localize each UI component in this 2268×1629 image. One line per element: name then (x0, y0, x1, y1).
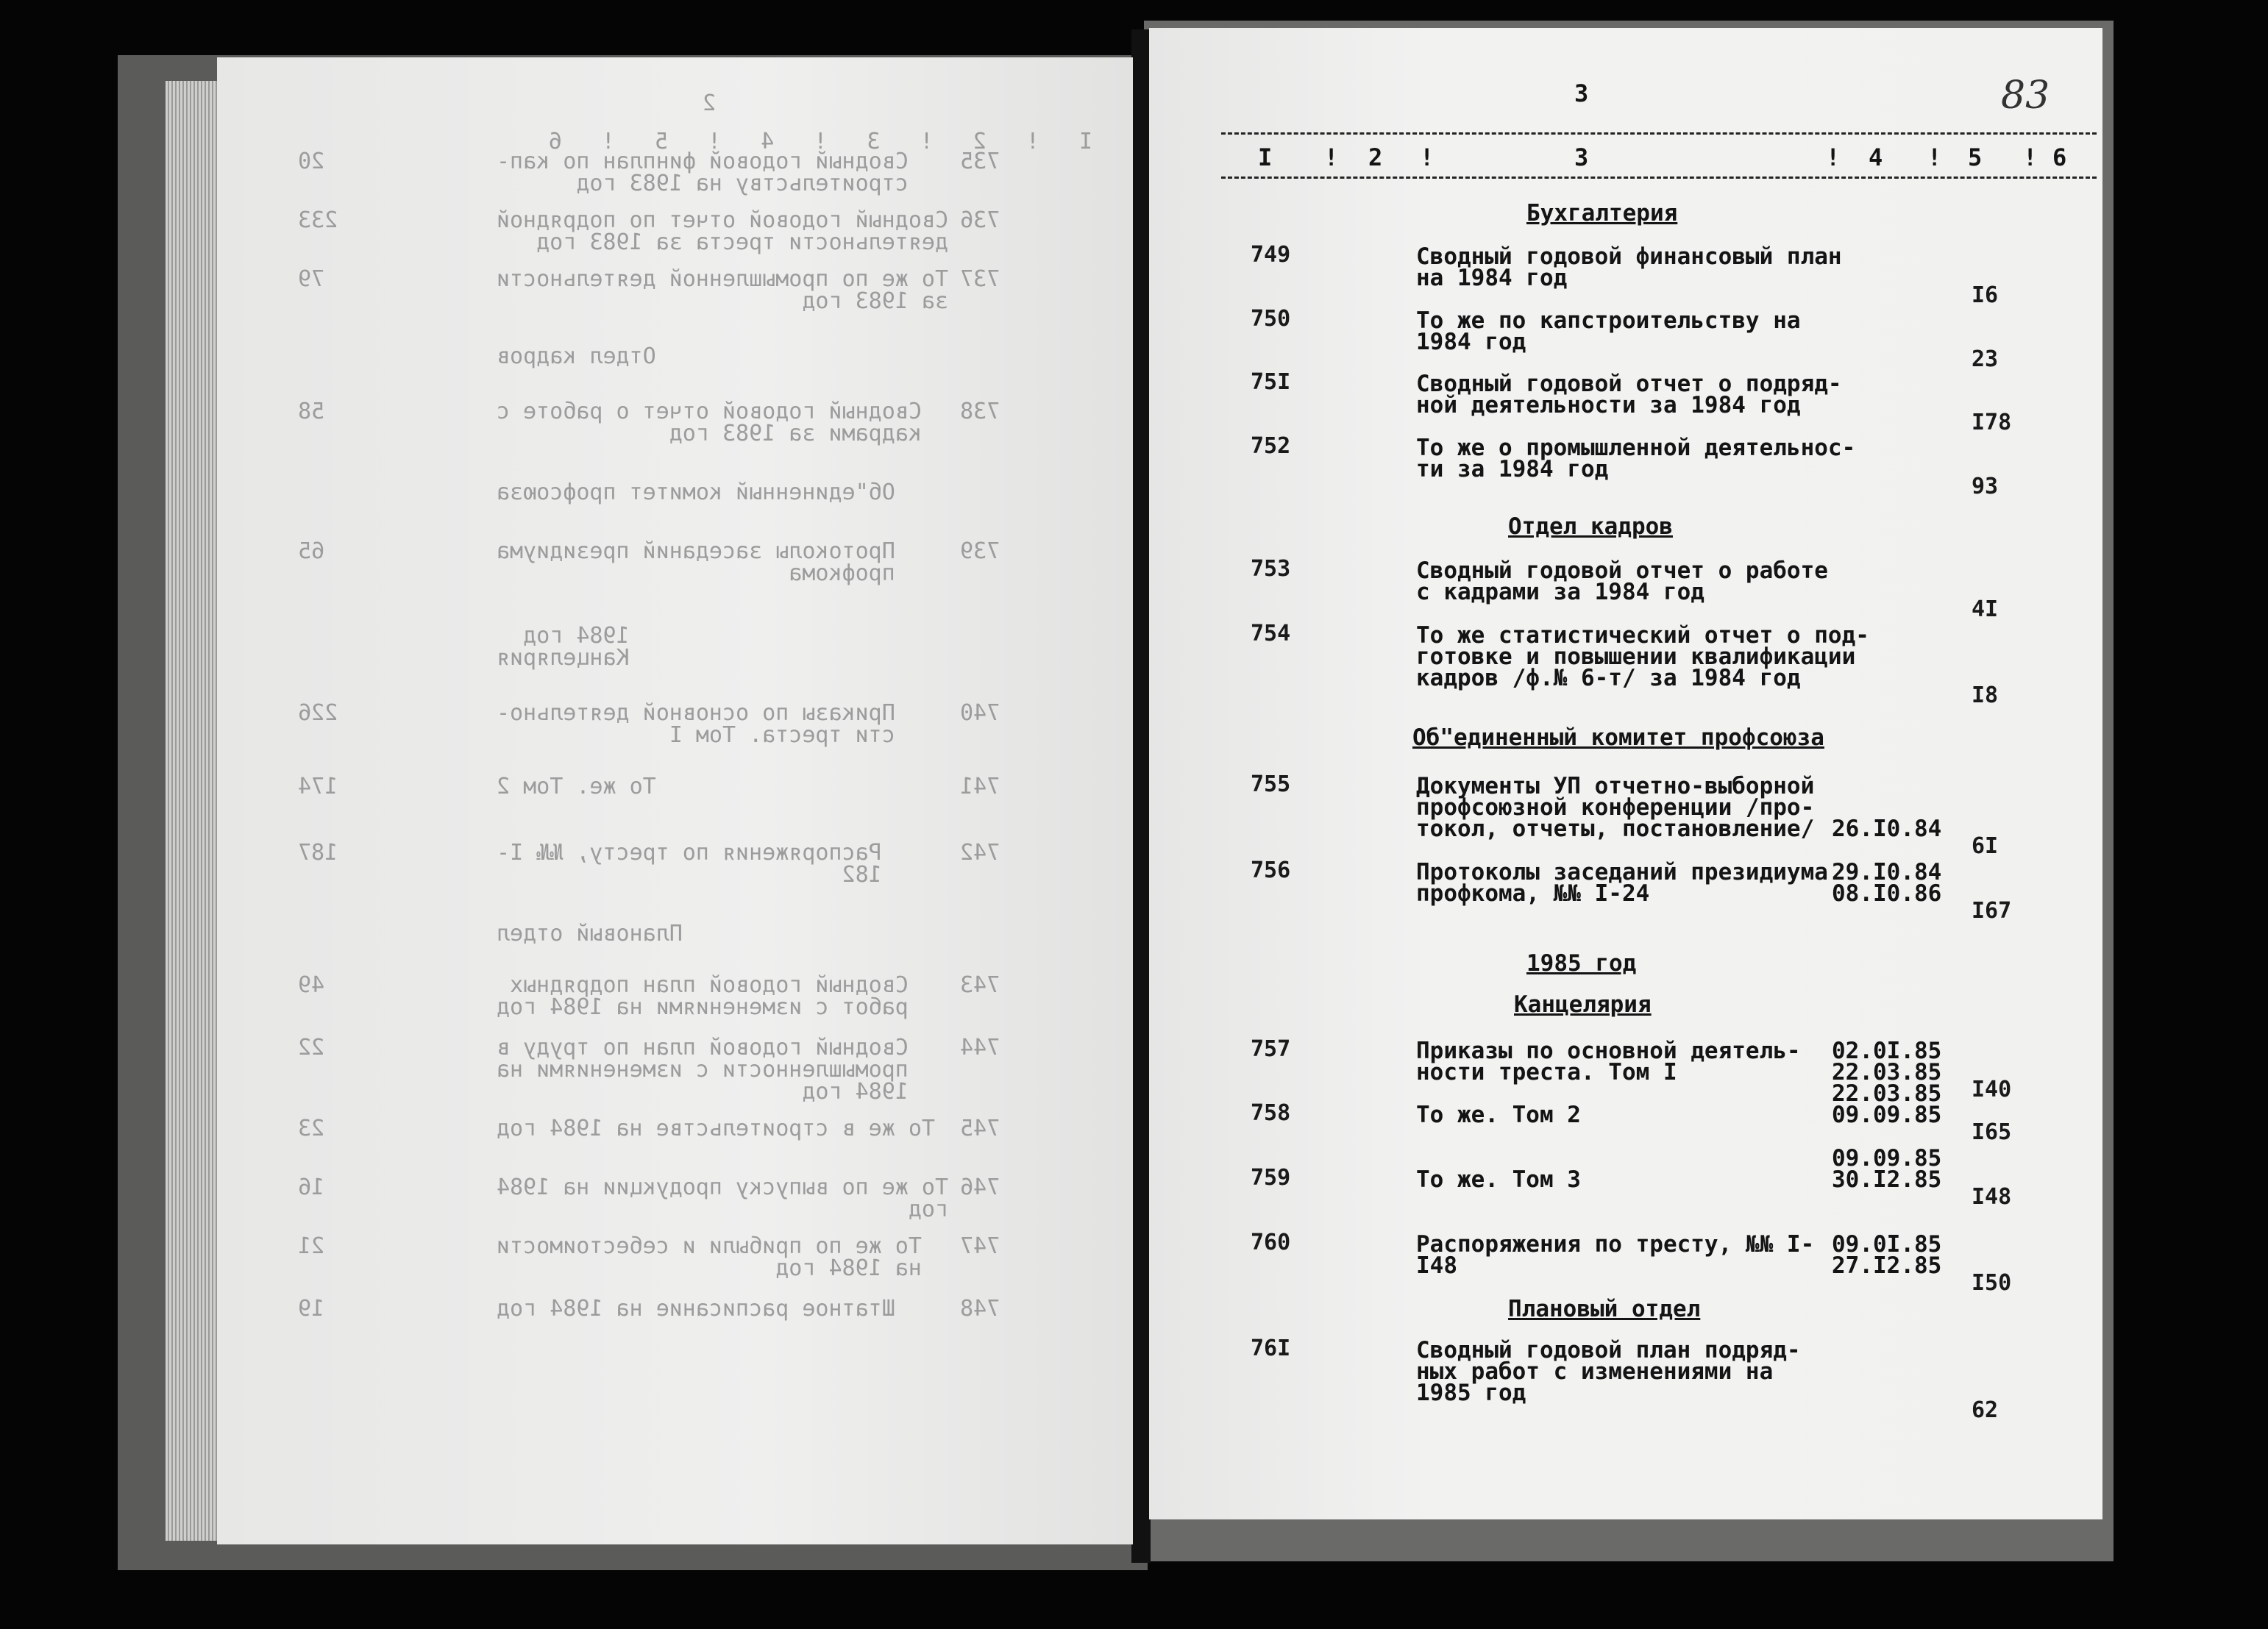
item-title: Документы УП отчетно-выборной профсоюзной конференции /про- токол, отчеты, постановление/ (1416, 773, 1815, 842)
col-3-label: 3 (1574, 143, 1589, 171)
left-item-count: 16 (298, 1174, 325, 1200)
item-number: 757 (1251, 1036, 1291, 1062)
left-item-number: 745 (960, 1116, 1000, 1141)
item-title: Сводный годовой отчет о работе с кадрами за 1984 год (1416, 557, 1828, 605)
left-item-count: 21 (298, 1233, 325, 1259)
left-item-count: 187 (298, 840, 338, 866)
col-5-label: 5 (1968, 143, 1983, 171)
left-item-title: Распоряжения по тресту, №№ I- 182 (497, 840, 882, 888)
item-count: I65 (1972, 1119, 2012, 1145)
left-item-title: Об"единенный комитет профсоюза (497, 480, 895, 505)
left-item-title: Плановый отдел (497, 921, 683, 947)
item-title: Приказы по основной деятель- ности треста. Том I (1416, 1038, 1801, 1086)
item-number: 755 (1251, 771, 1291, 797)
item-title: Сводный годовой отчет о подряд- ной деятельности за 1984 год (1416, 371, 1842, 418)
page-number: 3 (1574, 79, 1589, 107)
column-header (1221, 143, 2097, 173)
col-sep: ! (1927, 143, 1942, 171)
left-item-count: 20 (298, 149, 325, 174)
section-heading: Отдел кадров (1508, 513, 1673, 540)
left-item-title: То же по промышленной деятельности за 1983 год (497, 266, 949, 314)
col-sep: ! (1826, 143, 1841, 171)
item-number: 749 (1251, 242, 1291, 268)
left-item-number: 737 (960, 266, 1000, 292)
item-count: 6I (1972, 833, 1999, 859)
left-item-count: 79 (298, 266, 325, 292)
left-item-number: 747 (960, 1233, 1000, 1259)
section-heading: Плановый отдел (1508, 1296, 1701, 1322)
item-count: 62 (1972, 1397, 1999, 1423)
item-title: Распоряжения по тресту, №№ I- I48 (1416, 1231, 1815, 1279)
left-item-title: Протоколы заседаний президиума профкома (497, 538, 895, 586)
item-title: То же. Том 2 (1416, 1102, 1581, 1128)
left-item-number: 743 (960, 972, 1000, 998)
left-item-count: 22 (298, 1035, 325, 1061)
left-item-title: Сводный годовой отчет по подрядной деятельности треста за 1983 год (497, 207, 949, 255)
item-count: I67 (1972, 898, 2012, 924)
col-1-label: I (1258, 143, 1273, 171)
left-item-count: 23 (298, 1116, 325, 1141)
item-number: 758 (1251, 1100, 1291, 1126)
item-title: Протоколы заседаний президиума профкома, №№ I-24 (1416, 859, 1828, 907)
item-number: 75I (1251, 369, 1291, 395)
item-number: 756 (1251, 858, 1291, 883)
left-item-count: 19 (298, 1296, 325, 1322)
item-title: Сводный годовой финансовый план на 1984 год (1416, 243, 1842, 291)
left-item-number: 739 (960, 538, 1000, 564)
item-number: 760 (1251, 1230, 1291, 1255)
page-edges (166, 81, 224, 1541)
left-item-title: То же. Том 2 (497, 774, 656, 799)
item-dates: 09.0I.85 27.I2.85 (1832, 1231, 1942, 1279)
left-item-title: Сводный годовой план по труду в промышленности с изменениями на 1984 год (497, 1035, 909, 1105)
item-count: 93 (1972, 474, 1999, 499)
left-item-title: Штатное расписание на 1984 год (497, 1296, 895, 1322)
item-title: То же о промышленной деятельнос- ти за 1984 год (1416, 435, 1856, 482)
item-title: То же. Том 3 (1416, 1166, 1581, 1193)
left-item-count: 233 (298, 207, 338, 233)
left-item-title: 1984 год Канцелярия (497, 623, 630, 671)
left-item-number: 738 (960, 399, 1000, 424)
left-item-title: Сводный годовой отчет о работе с кадрами за 1983 год (497, 399, 922, 446)
left-column-header: I ! 2 ! 3 ! 4 ! 5 ! 6 (535, 129, 1092, 154)
item-title: То же по капстроительству на 1984 год (1416, 307, 1801, 355)
item-number: 750 (1251, 306, 1291, 332)
item-number: 752 (1251, 433, 1291, 459)
spine-gutter (1131, 29, 1151, 1563)
left-item-number: 742 (960, 840, 1000, 866)
header-rule-bottom (1221, 177, 2097, 179)
left-item-number: 748 (960, 1296, 1000, 1322)
left-item-title: Сводный годовой финплан по кап- строительству на 1983 год (497, 149, 909, 196)
item-dates: 02.0I.85 22.03.85 (1832, 1038, 1942, 1086)
item-count: I8 (1972, 682, 1999, 708)
item-count: I6 (1972, 282, 1999, 308)
left-item-title: То же в строительстве на 1984 год (497, 1116, 936, 1141)
left-item-number: 736 (960, 207, 1000, 233)
item-count: I78 (1972, 410, 2012, 435)
col-sep: ! (2023, 143, 2038, 171)
item-number: 754 (1251, 621, 1291, 646)
item-dates: 29.I0.84 08.I0.86 (1832, 859, 1942, 907)
item-dates: 22.03.85 09.09.85 (1832, 1080, 1942, 1128)
item-title: То же статистический отчет о под- готовке и повышении квалификации кадров /ф.№ 6-т/ за 1984 год (1416, 622, 1869, 691)
left-item-count: 174 (298, 774, 338, 799)
item-count: I40 (1972, 1077, 2012, 1102)
section-heading: Об"единенный комитет профсоюза (1412, 724, 1824, 751)
left-item-count: 49 (298, 972, 325, 998)
item-count: 23 (1972, 346, 1999, 372)
col-sep: ! (1420, 143, 1435, 171)
left-item-number: 735 (960, 149, 1000, 174)
item-count: 4I (1972, 596, 1999, 622)
section-heading: Канцелярия (1514, 991, 1652, 1018)
item-count: I48 (1972, 1184, 2012, 1210)
left-item-title: То же по прибыли и себестоимости на 1984 год (497, 1233, 922, 1281)
section-heading: Бухгалтерия (1526, 200, 1678, 227)
left-item-title: Отдел кадров (497, 343, 656, 369)
item-number: 76I (1251, 1336, 1291, 1361)
col-2-label: 2 (1368, 143, 1383, 171)
left-item-count: 65 (298, 538, 325, 564)
left-page-number: 2 (703, 90, 717, 116)
item-number: 753 (1251, 556, 1291, 582)
col-sep: ! (1324, 143, 1339, 171)
left-item-number: 744 (960, 1035, 1000, 1061)
item-dates: 09.09.85 30.I2.85 (1832, 1145, 1942, 1193)
left-page (217, 57, 1133, 1544)
header-rule-top (1221, 132, 2097, 135)
item-title: Сводный годовой план подряд- ных работ с изменениями на 1985 год (1416, 1337, 1801, 1406)
left-item-title: То же по выпуску продукции на 1984 год (497, 1174, 949, 1222)
item-count: I50 (1972, 1270, 2012, 1296)
left-item-number: 740 (960, 700, 1000, 726)
col-6-label: 6 (2052, 143, 2067, 171)
folio-mark: 83 (2001, 74, 2050, 118)
left-item-number: 746 (960, 1174, 1000, 1200)
left-item-title: Сводный годовой план подрядных работ с изменениями на 1984 год (497, 972, 909, 1020)
left-item-number: 741 (960, 774, 1000, 799)
item-number: 759 (1251, 1165, 1291, 1191)
section-heading: 1985 год (1526, 950, 1637, 977)
left-item-count: 58 (298, 399, 325, 424)
col-4-label: 4 (1869, 143, 1883, 171)
left-item-count: 226 (298, 700, 338, 726)
item-dates: 26.I0.84 (1832, 816, 1942, 842)
left-item-title: Приказы по основной деятельно- сти треста. Том I (497, 700, 895, 748)
